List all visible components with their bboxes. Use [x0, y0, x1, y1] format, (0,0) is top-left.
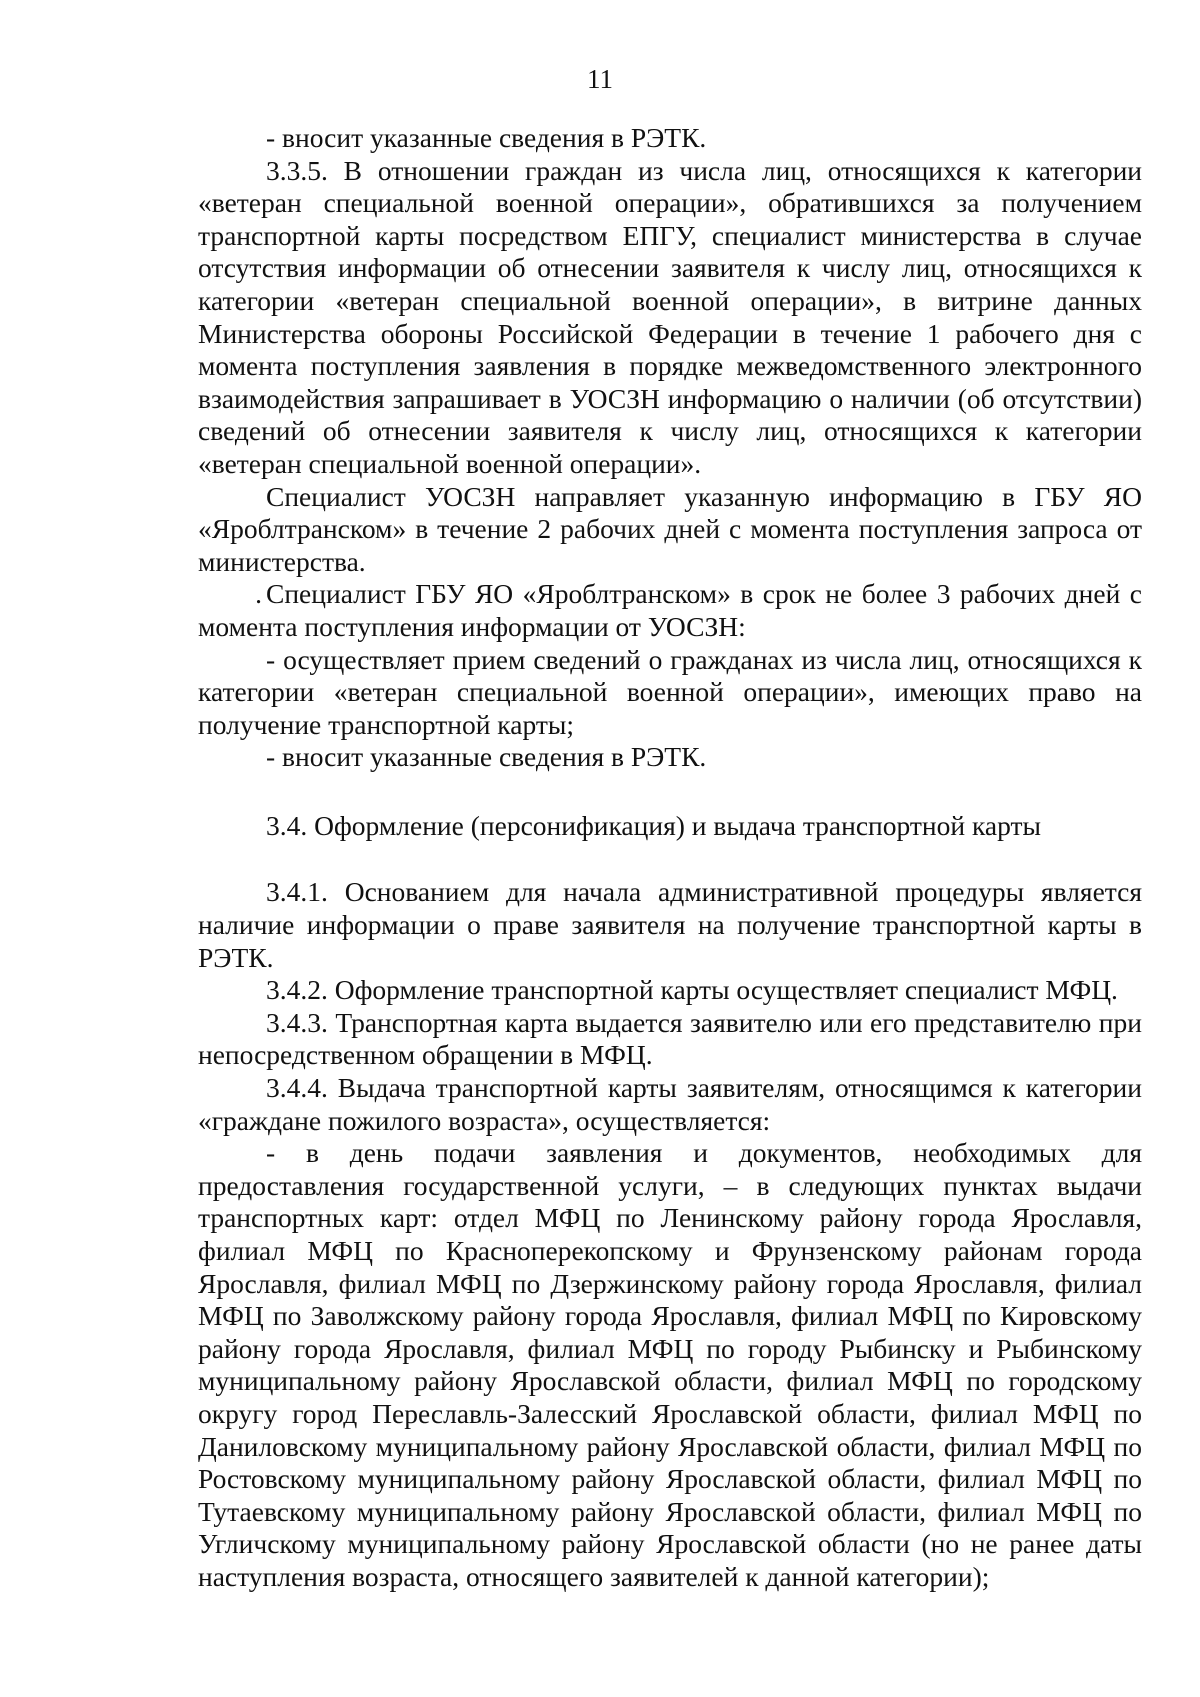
document-body [198, 122, 1142, 1594]
section-heading-3-4: 3.4. Оформление (персонификация) и выдача транспортной карты [266, 809, 1042, 841]
list-item-accepts-data: - осуществляет прием сведений о гражданах из числа лиц, относящихся к категории «ветеран специальной военной операции», имеющих право на получение транспортной карты; [198, 643, 1142, 740]
list-item-enters-data: - вносит указанные сведения в РЭТК. [266, 741, 707, 773]
paragraph-3-4-1: 3.4.1. Основанием для начала административной процедуры является наличие информации о праве заявителя на получение транспортной карты в РЭТК. [198, 876, 1142, 973]
paragraph-3-3-5: 3.3.5. В отношении граждан из числа лиц, относящихся к категории «ветеран специальной военной операции», обратившихся за получением транспортной карты посредством ЕПГУ, специалист министерства в случае отсутствия информации об отнесении заявителя к числу лиц, относящихся к категории «ветеран специальной военной операции», в витрине данных Министерства обороны Российской Федерации в течение 1 рабочего дня с момента поступления заявления в порядке межведомственного электронного взаимодействия запрашивает в УОСЗН информацию о наличии (об отсутствии) сведений об отнесении заявителя к числу лиц, относящихся к категории «ветеран специальной военной операции». [198, 154, 1142, 479]
paragraph-3-4-3: 3.4.3. Транспортная карта выдается заявителю или его представителю при непосредственном обращении в МФЦ. [198, 1006, 1142, 1071]
list-item-issue-points: - в день подачи заявления и документов, необходимых для предоставления государственной услуги, – в следующих пунктах выдачи транспортных карт: отдел МФЦ по Ленинскому району города Ярославля, филиал МФЦ по Красноперекопскому и Фрунзенскому районам города Ярославля, филиал МФЦ по Дзержинскому району города Ярославля, филиал МФЦ по Заволжскому району города Ярославля, филиал МФЦ по Кировскому району города Ярославля, филиал МФЦ по городу Рыбинску и Рыбинскому муниципальному району Ярославской области, филиал МФЦ по городскому округу город Переславль-Залесский Ярославской области, филиал МФЦ по Даниловскому муниципальному району Ярославской области, филиал МФЦ по Ростовскому муниципальному району Ярославской области, филиал МФЦ по Тутаевскому муниципальному району Ярославской области, филиал МФЦ по Угличскому муниципальному району Ярославской области (но не ранее даты наступления возраста, относящего заявителей к данной категории); [198, 1137, 1142, 1592]
stray-mark: . [255, 578, 262, 610]
paragraph-gbu-specialist [198, 578, 1142, 643]
page-number: 11 [587, 64, 613, 94]
paragraph-gbu-specialist-text: Специалист ГБУ ЯО «Яроблтранском» в срок не более 3 рабочих дней с момента поступления информации от УОСЗН: [198, 578, 1142, 642]
paragraph-3-4-4: 3.4.4. Выдача транспортной карты заявителям, относящимся к категории «граждане пожилого возраста», осуществляется: [198, 1072, 1142, 1136]
paragraph-uoszn-specialist: Специалист УОСЗН направляет указанную информацию в ГБУ ЯО «Яроблтранском» в течение 2 рабочих дней с момента поступления запроса от министерства. [198, 480, 1142, 577]
paragraph-item-3-3-4-entry: - вносит указанные сведения в РЭТК. [266, 122, 707, 153]
paragraph-3-4-2: 3.4.2. Оформление транспортной карты осуществляет специалист МФЦ. [266, 974, 1118, 1006]
